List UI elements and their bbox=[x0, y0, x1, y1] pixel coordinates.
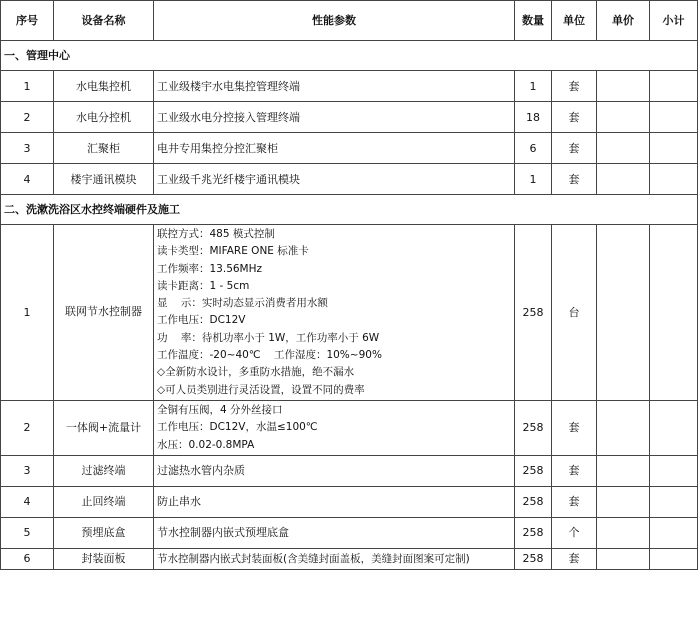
header-price: 单价 bbox=[597, 1, 650, 41]
price-cell bbox=[597, 164, 650, 195]
header-qty: 数量 bbox=[515, 1, 552, 41]
section-header-row bbox=[1, 41, 698, 71]
seq-cell: 2 bbox=[1, 102, 54, 133]
header-unit: 单位 bbox=[552, 1, 597, 41]
table-row bbox=[1, 71, 698, 102]
price-cell bbox=[597, 455, 650, 486]
seq-cell: 1 bbox=[1, 225, 54, 401]
table-row bbox=[1, 133, 698, 164]
subtotal-cell bbox=[650, 71, 698, 102]
subtotal-cell bbox=[650, 548, 698, 569]
qty-cell: 258 bbox=[515, 455, 552, 486]
params-cell: 节水控制器内嵌式封装面板(含美缝封面盖板，美缝封面图案可定制) bbox=[154, 548, 515, 569]
param-line: 工作温度：-20~40℃ 工作湿度：10%~90% bbox=[157, 349, 382, 362]
name-cell: 封装面板 bbox=[54, 548, 154, 569]
price-cell bbox=[597, 400, 650, 455]
params-cell: 节水控制器内嵌式预埋底盒 bbox=[154, 517, 515, 548]
price-cell bbox=[597, 548, 650, 569]
param-line: 显 示：实时动态显示消费者用水额 bbox=[157, 297, 328, 310]
seq-cell: 1 bbox=[1, 71, 54, 102]
price-cell bbox=[597, 486, 650, 517]
unit-cell: 套 bbox=[552, 486, 597, 517]
param-line: 全铜有压阀，4 分外丝接口 bbox=[157, 403, 283, 416]
name-cell: 过滤终端 bbox=[54, 455, 154, 486]
qty-cell: 18 bbox=[515, 102, 552, 133]
seq-cell: 5 bbox=[1, 517, 54, 548]
unit-cell: 套 bbox=[552, 548, 597, 569]
section-title: 一、管理中心 bbox=[1, 41, 698, 71]
table-row bbox=[1, 400, 698, 455]
table-row bbox=[1, 455, 698, 486]
params-cell: 工业级千兆光纤楼宇通讯模块 bbox=[154, 164, 515, 195]
params-cell: 工业级水电分控接入管理终端 bbox=[154, 102, 515, 133]
table-row bbox=[1, 517, 698, 548]
seq-cell: 6 bbox=[1, 548, 54, 569]
params-cell: 电井专用集控分控汇聚柜 bbox=[154, 133, 515, 164]
qty-cell: 258 bbox=[515, 548, 552, 569]
qty-cell: 258 bbox=[515, 517, 552, 548]
qty-cell: 6 bbox=[515, 133, 552, 164]
qty-cell: 258 bbox=[515, 225, 552, 401]
param-line: 读卡类型：MIFARE ONE 标准卡 bbox=[157, 245, 309, 258]
params-cell: 过滤热水管内杂质 bbox=[154, 455, 515, 486]
unit-cell: 套 bbox=[552, 400, 597, 455]
param-line: 工作频率：13.56MHz bbox=[157, 262, 263, 275]
subtotal-cell bbox=[650, 517, 698, 548]
qty-cell: 258 bbox=[515, 486, 552, 517]
param-line: 联控方式：485 模式控制 bbox=[157, 228, 275, 240]
seq-cell: 4 bbox=[1, 164, 54, 195]
seq-cell: 3 bbox=[1, 455, 54, 486]
header-seq: 序号 bbox=[1, 1, 54, 41]
name-cell: 一体阀+流量计 bbox=[54, 400, 154, 455]
subtotal-cell bbox=[650, 133, 698, 164]
price-cell bbox=[597, 102, 650, 133]
subtotal-cell bbox=[650, 455, 698, 486]
header-subtotal: 小计 bbox=[650, 1, 698, 41]
unit-cell: 套 bbox=[552, 71, 597, 102]
param-line: 读卡距离：1 - 5cm bbox=[157, 279, 250, 292]
price-cell bbox=[597, 133, 650, 164]
unit-cell: 套 bbox=[552, 102, 597, 133]
seq-cell: 2 bbox=[1, 400, 54, 455]
param-line: 水压：0.02-0.8MPA bbox=[157, 438, 255, 451]
qty-cell: 258 bbox=[515, 400, 552, 455]
name-cell: 止回终端 bbox=[54, 486, 154, 517]
subtotal-cell bbox=[650, 400, 698, 455]
params-cell bbox=[154, 400, 515, 455]
subtotal-cell bbox=[650, 486, 698, 517]
table-row bbox=[1, 102, 698, 133]
table-row bbox=[1, 548, 698, 569]
name-cell: 楼宇通讯模块 bbox=[54, 164, 154, 195]
header-params: 性能参数 bbox=[154, 1, 515, 41]
param-line: ◇全新防水设计，多重防水措施，绝不漏水 bbox=[157, 366, 355, 379]
price-cell bbox=[597, 71, 650, 102]
price-cell bbox=[597, 225, 650, 401]
seq-cell: 4 bbox=[1, 486, 54, 517]
seq-cell: 3 bbox=[1, 133, 54, 164]
header-row bbox=[1, 1, 698, 41]
name-cell: 预埋底盒 bbox=[54, 517, 154, 548]
param-line: 工作电压：DC12V，水温≤100℃ bbox=[157, 421, 318, 434]
section-header-row bbox=[1, 195, 698, 225]
params-cell: 工业级楼宇水电集控管理终端 bbox=[154, 71, 515, 102]
section-title: 二、洗漱洗浴区水控终端硬件及施工 bbox=[1, 195, 698, 225]
subtotal-cell bbox=[650, 225, 698, 401]
subtotal-cell bbox=[650, 102, 698, 133]
unit-cell: 套 bbox=[552, 164, 597, 195]
header-name: 设备名称 bbox=[54, 1, 154, 41]
param-line: ◇可人员类别进行灵活设置，设置不同的费率 bbox=[157, 383, 365, 396]
params-cell bbox=[154, 225, 515, 401]
table-row bbox=[1, 486, 698, 517]
qty-cell: 1 bbox=[515, 164, 552, 195]
name-cell: 联网节水控制器 bbox=[54, 225, 154, 401]
table-row bbox=[1, 225, 698, 401]
name-cell: 水电分控机 bbox=[54, 102, 154, 133]
name-cell: 水电集控机 bbox=[54, 71, 154, 102]
price-cell bbox=[597, 517, 650, 548]
unit-cell: 个 bbox=[552, 517, 597, 548]
param-line: 功 率：待机功率小于 1W，工作功率小于 6W bbox=[157, 331, 380, 344]
param-line: 工作电压：DC12V bbox=[157, 314, 246, 327]
qty-cell: 1 bbox=[515, 71, 552, 102]
unit-cell: 套 bbox=[552, 455, 597, 486]
unit-cell: 套 bbox=[552, 133, 597, 164]
table-row bbox=[1, 164, 698, 195]
params-cell: 防止串水 bbox=[154, 486, 515, 517]
subtotal-cell bbox=[650, 164, 698, 195]
unit-cell: 台 bbox=[552, 225, 597, 401]
name-cell: 汇聚柜 bbox=[54, 133, 154, 164]
